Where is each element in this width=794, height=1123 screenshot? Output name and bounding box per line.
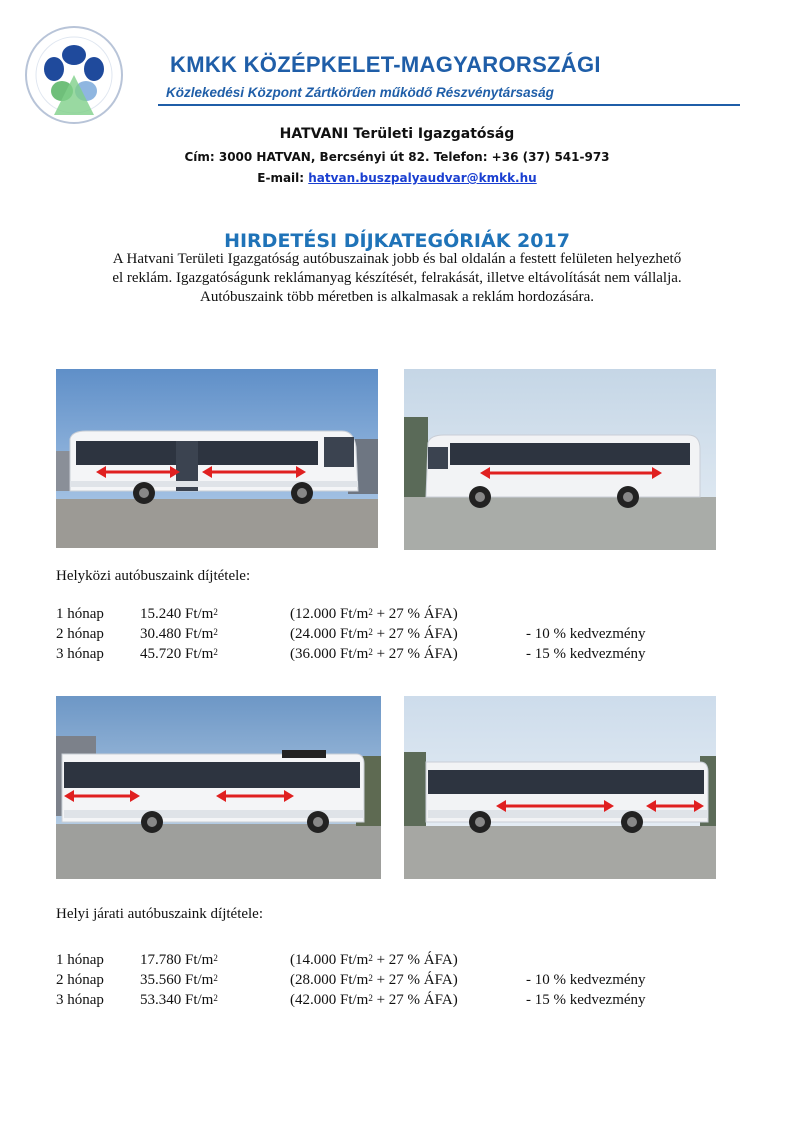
period-cell: 1 hónap (56, 605, 104, 622)
net-price-cell: (42.000 $Ft/m^2 + 27$ % ÁFA) (290, 991, 458, 1008)
price-cell: 30.480 $Ft/m^2$ (140, 625, 218, 642)
net-price-cell: (36.000 $Ft/m^2 + 27$ % ÁFA) (290, 645, 458, 662)
intro-line-1: A Hatvani Területi Igazgatóság autóbuszainak jobb és bal oldalán a festett felületen helyezhető (112, 251, 682, 267)
period-cell: 2 hónap (56, 625, 104, 642)
net-price-cell: (14.000 $Ft/m^2 + 27$ % ÁFA) (290, 951, 458, 968)
table-row (56, 604, 646, 624)
price-cell: 15.240 $Ft/m^2$ (140, 605, 218, 622)
local-bus-photo-1 (56, 696, 381, 879)
company-title: KMKK KÖZÉPKELET-MAGYARORSZÁGI (170, 52, 601, 77)
period-cell: 3 hónap (56, 645, 104, 662)
local-bus-photo-2 (404, 696, 716, 879)
table-row (56, 990, 646, 1010)
intercity-price-table (56, 604, 646, 664)
page-heading: HIRDETÉSI DÍJKATEGÓRIÁK 2017 (224, 230, 570, 252)
table-row (56, 624, 646, 644)
company-logo (24, 25, 124, 125)
discount-cell: - 10 % kedvezmény (526, 971, 646, 988)
period-cell: 3 hónap (56, 991, 104, 1008)
company-subtitle: Közlekedési Központ Zártkörűen működő Részvénytársaság (166, 85, 554, 100)
intercity-bus-photo-1 (56, 369, 378, 548)
department-address: Cím: 3000 HATVAN, Bercsényi út 82. Telefon: +36 (37) 541-973 (184, 150, 610, 164)
intro-line-3: Autóbuszaink több méretben is alkalmasak a reklám hordozására. (199, 289, 595, 305)
net-price-cell: (12.000 $Ft/m^2 + 27$ % ÁFA) (290, 605, 458, 622)
header-divider (158, 104, 740, 106)
discount-cell: - 15 % kedvezmény (526, 645, 646, 662)
table-row (56, 970, 646, 990)
intercity-bus-photo-2 (404, 369, 716, 550)
period-cell: 1 hónap (56, 951, 104, 968)
table-row (56, 644, 646, 664)
discount-cell: - 15 % kedvezmény (526, 991, 646, 1008)
net-price-cell: (28.000 $Ft/m^2 + 27$ % ÁFA) (290, 971, 458, 988)
local-price-table (56, 950, 646, 1010)
discount-cell (526, 604, 646, 624)
net-price-cell: (24.000 $Ft/m^2 + 27$ % ÁFA) (290, 625, 458, 642)
period-cell: 2 hónap (56, 971, 104, 988)
email-label: E-mail: (257, 171, 309, 185)
email-link[interactable]: hatvan.buszpalyaudvar@kmkk.hu (308, 171, 537, 185)
department-name: HATVANI Területi Igazgatóság (279, 126, 515, 142)
local-pricing-label: Helyi járati autóbuszaink díjtétele: (56, 906, 264, 922)
table-row (56, 950, 646, 970)
discount-cell: - 10 % kedvezmény (526, 625, 646, 642)
intro-paragraph (40, 250, 754, 307)
price-cell: 45.720 $Ft/m^2$ (140, 645, 218, 662)
department-email-line (0, 171, 794, 185)
price-cell: 17.780 $Ft/m^2$ (140, 951, 218, 968)
price-cell: 35.560 $Ft/m^2$ (140, 971, 218, 988)
intercity-pricing-label: Helyközi autóbuszaink díjtétele: (56, 568, 251, 584)
discount-cell (526, 950, 646, 970)
price-cell: 53.340 $Ft/m^2$ (140, 991, 218, 1008)
intro-line-2: el reklám. Igazgatóságunk reklámanyag készítését, felrakását, illetve eltávolítását nem vállalja. (112, 270, 682, 286)
